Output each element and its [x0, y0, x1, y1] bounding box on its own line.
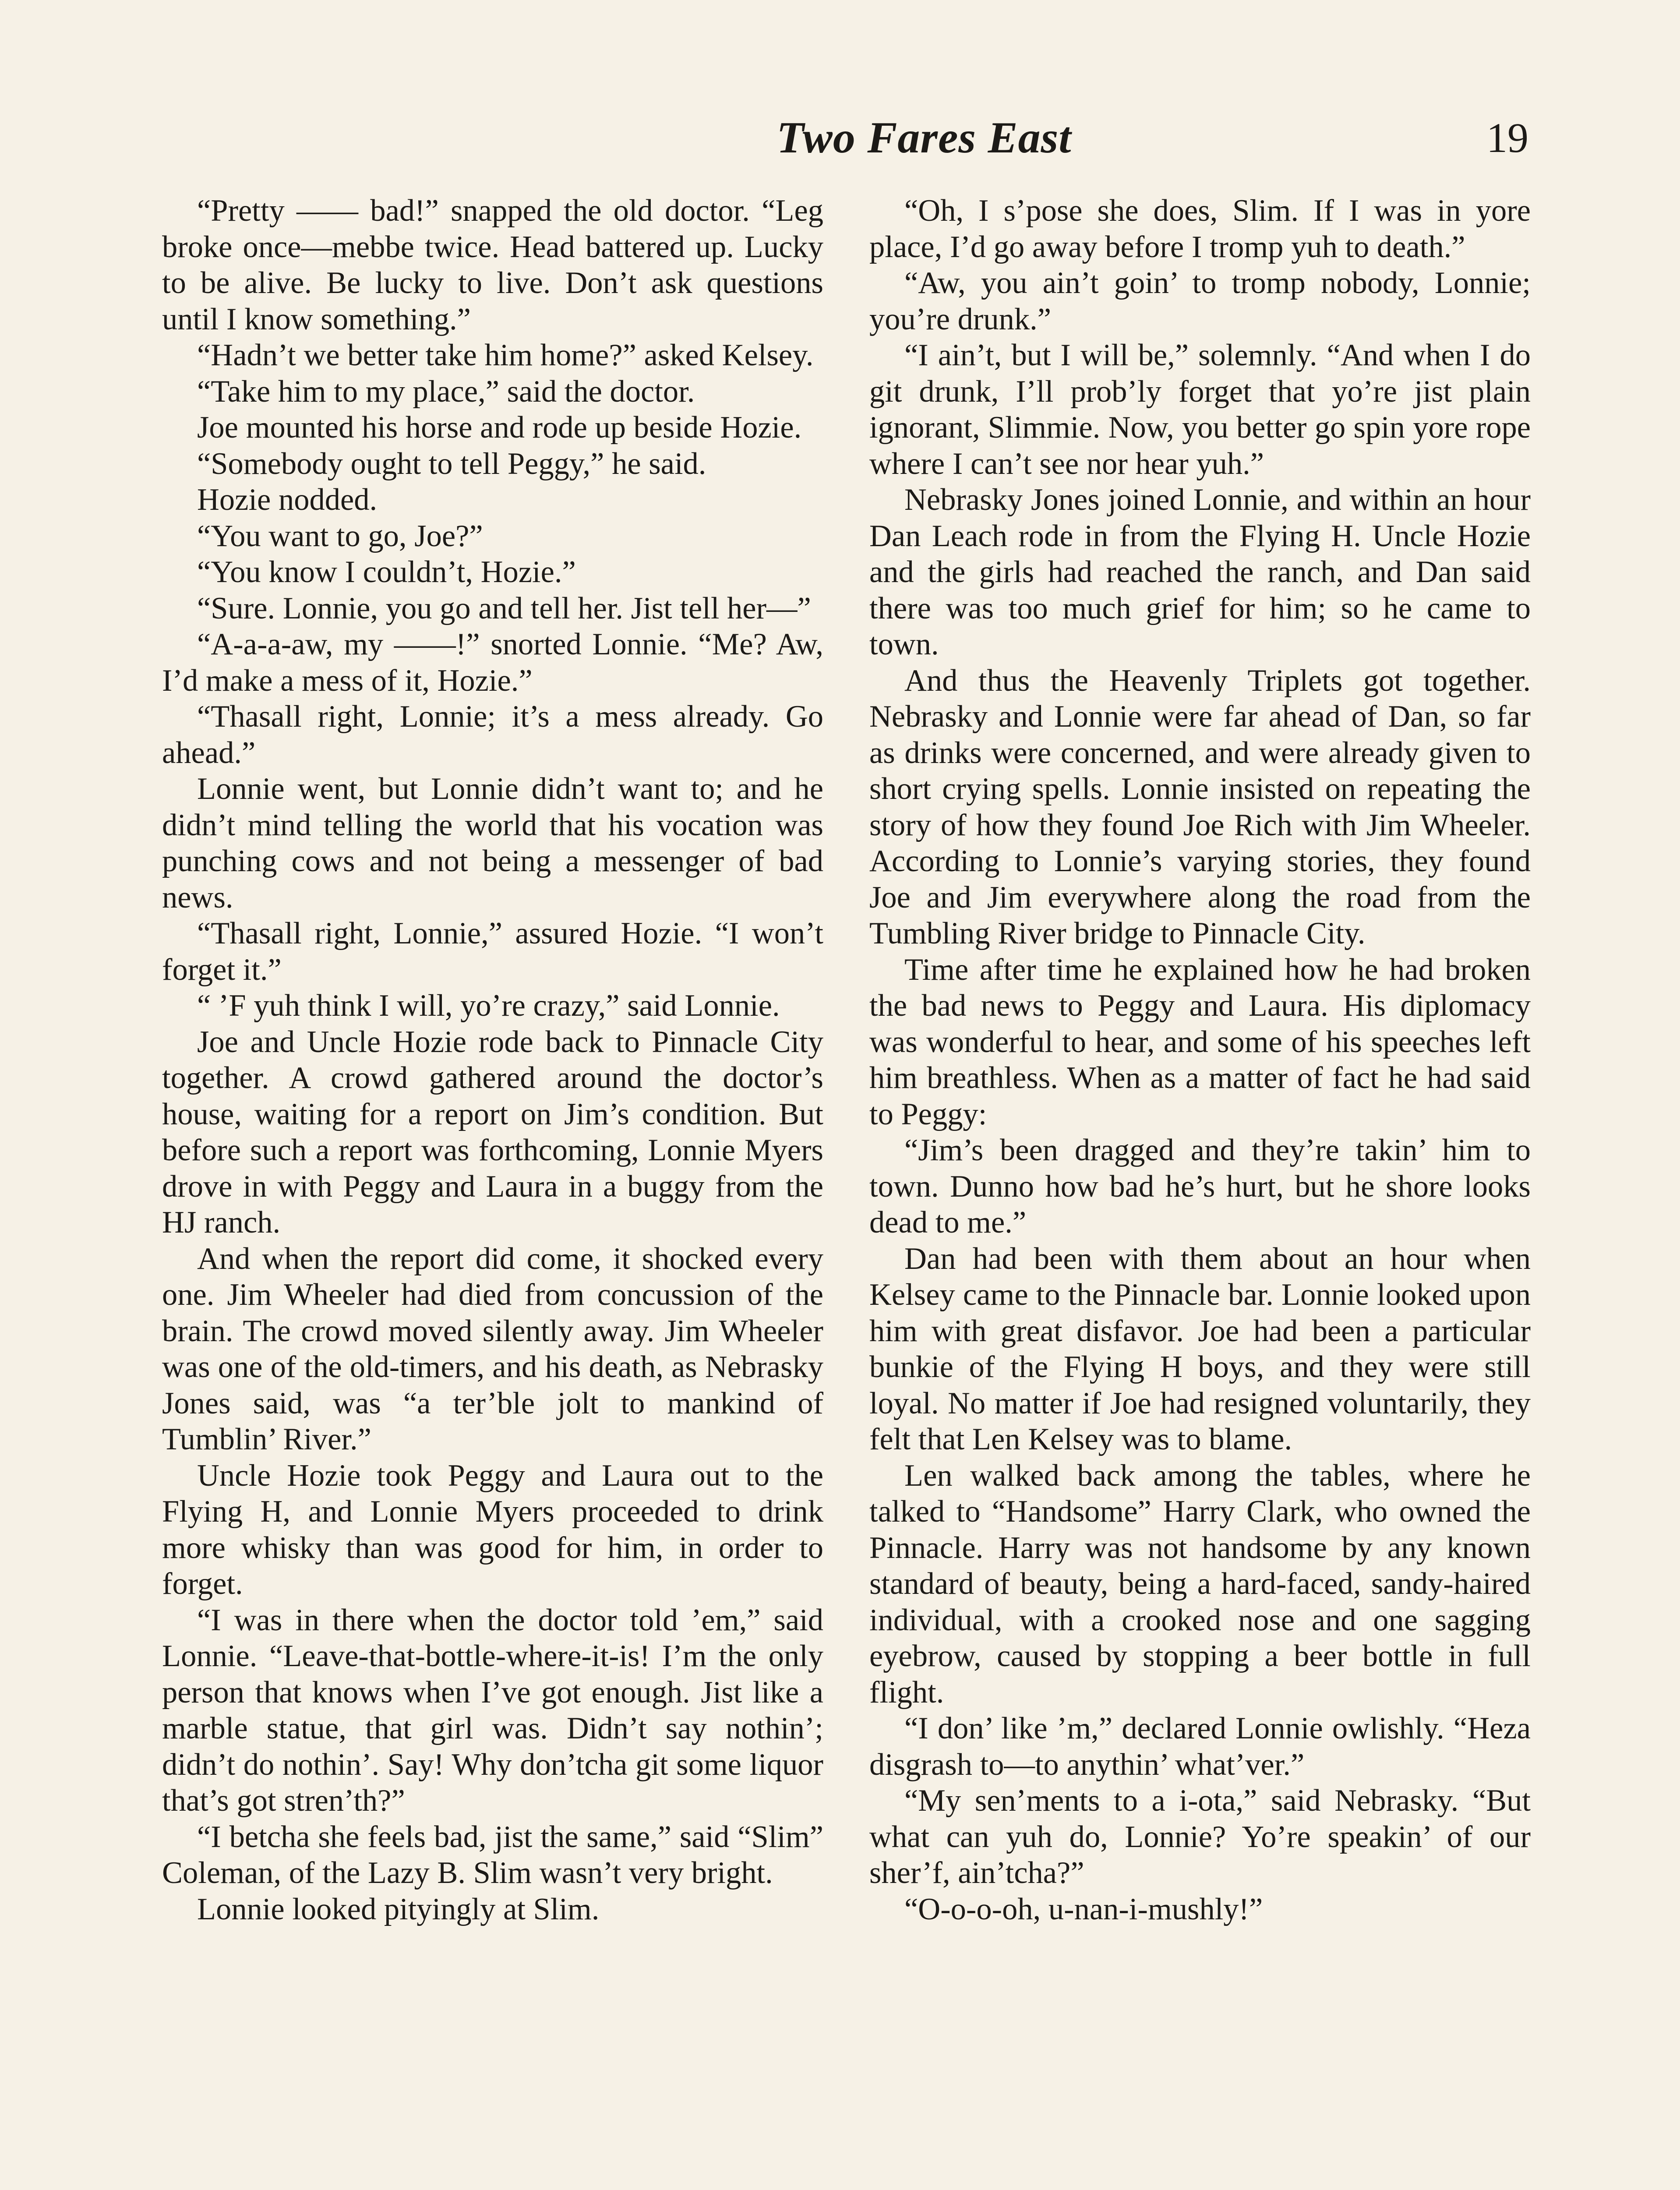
- right-text-column: [869, 193, 1531, 2190]
- page-number: 19: [1486, 114, 1528, 161]
- paragraph: “You know I couldn’t, Hozie.”: [197, 555, 576, 589]
- paragraph: Len walked back among the tables, where he talked to “Handsome” Harry Clark, who owned the Pinnacle. Harry was not handsome by any known standard of beauty, being a hard-faced, sandy-haired individual, with a crooked nose and one sagging eyebrow, caused by stopping a beer bottle in full flight.: [869, 1458, 1531, 1710]
- page-header: [162, 105, 1528, 171]
- paragraph: Lonnie went, but Lonnie didn’t want to; and he didn’t mind telling the world that his vocation was punching cows and not being a messenger of bad news.: [162, 772, 823, 915]
- paragraph: Dan had been with them about an hour when Kelsey came to the Pinnacle bar. Lonnie looked upon him with great disfavor. Joe had been a particular bunkie of the Flying H boys, and they were still loyal. No matter if Joe had resigned voluntarily, they felt that Len Kelsey was to blame.: [869, 1241, 1531, 1456]
- paragraph: “My sen’ments to a i-ota,” said Nebrasky. “But what can yuh do, Lonnie? Yo’re speakin’ of our sher’f, ain’tcha?”: [869, 1784, 1531, 1890]
- paragraph: Uncle Hozie took Peggy and Laura out to the Flying H, and Lonnie Myers proceeded to drink more whisky than was good for him, in order to forget.: [162, 1458, 823, 1601]
- paragraph: “I ain’t, but I will be,” solemnly. “And when I do git drunk, I’ll prob’ly forget that yo’re jist plain ignorant, Slimmie. Now, you better go spin yore rope where I can’t see nor hear yuh.”: [869, 338, 1531, 481]
- paragraph: “I was in there when the doctor told ’em,” said Lonnie. “Leave-that-bottle-where-it-is! I’m the only person that knows when I’ve got enough. Jist like a marble statue, that girl was. Didn’t say nothin’; didn’t do nothin’. Say! Why don’tcha git some liquor that’s got stren’th?”: [162, 1603, 823, 1818]
- paragraph: Joe and Uncle Hozie rode back to Pinnacle City together. A crowd gathered around the doctor’s house, waiting for a report on Jim’s condition. But before such a report was forthcoming, Lonnie Myers drove in with Peggy and Laura in a buggy from the HJ ranch.: [162, 1024, 823, 1240]
- paragraph: Nebrasky Jones joined Lonnie, and within an hour Dan Leach rode in from the Flying H. Uncle Hozie and the girls had reached the ranch, and Dan said there was too much grief for him; so he came to town.: [869, 483, 1531, 661]
- paragraph: “A-a-a-aw, my ——!” snorted Lonnie. “Me? Aw, I’d make a mess of it, Hozie.”: [162, 627, 823, 698]
- paragraph: Lonnie looked pityingly at Slim.: [197, 1892, 600, 1926]
- paragraph: “Take him to my place,” said the doctor.: [197, 374, 695, 409]
- paragraph: “Oh, I s’pose she does, Slim. If I was in yore place, I’d go away before I tromp yuh to death.”: [869, 194, 1531, 264]
- paragraph: Joe mounted his horse and rode up beside Hozie.: [197, 410, 802, 445]
- paragraph: “Sure. Lonnie, you go and tell her. Jist tell her—”: [197, 591, 811, 625]
- paragraph: And thus the Heavenly Triplets got together. Nebrasky and Lonnie were far ahead of Dan, so far as drinks were concerned, and were already given to short crying spells. Lonnie insisted on repeating the story of how they found Joe Rich with Jim Wheeler. According to Lonnie’s varying stories, they found Joe and Jim everywhere along the road from the Tumbling River bridge to Pinnacle City.: [869, 663, 1531, 950]
- paragraph: “Thasall right, Lonnie; it’s a mess already. Go ahead.”: [162, 699, 823, 770]
- paragraph: “Jim’s been dragged and they’re takin’ him to town. Dunno how bad he’s hurt, but he shore looks dead to me.”: [869, 1133, 1531, 1240]
- left-text-column: [162, 193, 823, 2190]
- paragraph: “Aw, you ain’t goin’ to tromp nobody, Lonnie; you’re drunk.”: [869, 266, 1531, 336]
- paragraph: Hozie nodded.: [197, 483, 378, 517]
- paragraph: Time after time he explained how he had broken the bad news to Peggy and Laura. His diplomacy was wonderful to hear, and some of his speeches left him breathless. When as a matter of fact he had said to Peggy:: [869, 952, 1531, 1131]
- paragraph: “Somebody ought to tell Peggy,” he said.: [197, 446, 706, 481]
- paragraph: “I don’ like ’m,” declared Lonnie owlishly. “Heza disgrash to—to anythin’ what’ver.”: [869, 1711, 1531, 1782]
- paragraph: “ ’F yuh think I will, yo’re crazy,” said Lonnie.: [197, 989, 780, 1023]
- paragraph: “Hadn’t we better take him home?” asked Kelsey.: [197, 338, 814, 372]
- paragraph: “You want to go, Joe?”: [197, 519, 483, 553]
- paragraph: “I betcha she feels bad, jist the same,” said “Slim” Coleman, of the Lazy B. Slim wasn’t very bright.: [162, 1819, 823, 1890]
- paragraph: “Pretty —— bad!” snapped the old doctor. “Leg broke once—mebbe twice. Head battered up. Lucky to be alive. Be lucky to live. Don’t ask questions until I know something.”: [162, 194, 823, 336]
- paragraph: “Thasall right, Lonnie,” assured Hozie. “I won’t forget it.”: [162, 916, 823, 987]
- running-title: Two Fares East: [776, 113, 1072, 162]
- paragraph: And when the report did come, it shocked every one. Jim Wheeler had died from concussion of the brain. The crowd moved silently away. Jim Wheeler was one of the old-timers, and his death, as Nebrasky Jones said, was “a ter’ble jolt to mankind of Tumblin’ River.”: [162, 1241, 823, 1456]
- paragraph: “O-o-o-oh, u-nan-i-mushly!”: [904, 1892, 1263, 1926]
